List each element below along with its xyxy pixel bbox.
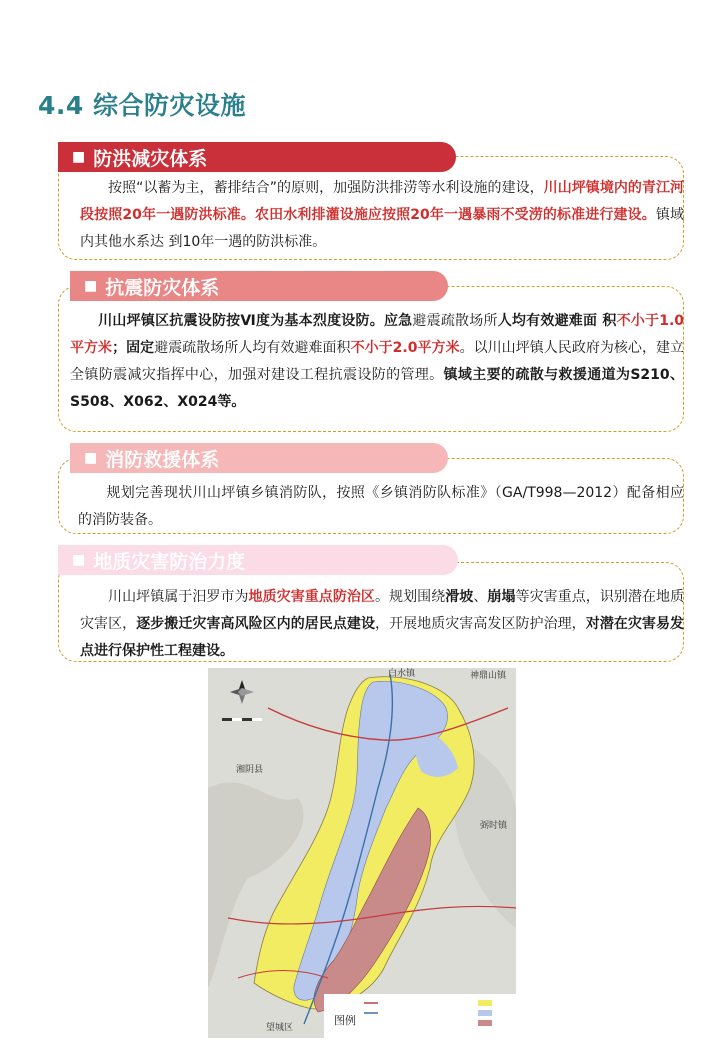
flood-control-paragraph xyxy=(80,175,684,256)
scale-bar xyxy=(222,718,262,721)
paragraph-segment: 避震疏散场所人均有效避难面积 xyxy=(154,340,351,356)
paragraph-segment: ；固定 xyxy=(112,340,155,356)
earthquake-heading: 抗震防灾体系 xyxy=(105,276,220,299)
map-label-northeast: 神鼎山镇 xyxy=(470,671,507,681)
fire-rescue-paragraph xyxy=(78,480,684,534)
disaster-prevention-map xyxy=(208,668,516,1038)
map-label-east: 弼时镇 xyxy=(480,821,508,831)
paragraph-segment: 避震疏散场所 xyxy=(412,313,498,329)
legend-swatch-red xyxy=(478,1020,492,1026)
geohazard-banner xyxy=(58,545,458,575)
paragraph-segment: 。以川山坪镇人民政府为核心，建立全镇防震减灾指挥中心，加强对建设工程抗震设防的管理。 xyxy=(70,340,685,383)
square-bullet-icon: ■ xyxy=(84,278,98,294)
paragraph-segment: 、 xyxy=(473,589,488,605)
legend-swatch-blue xyxy=(478,1010,492,1016)
earthquake-paragraph xyxy=(70,308,684,416)
paragraph-segment: 镇域内其他水系达 到10年一遇的防洪标准。 xyxy=(80,207,684,250)
paragraph-segment: 镇域主要的疏散与救援通道为S210、S508、X062、X024等。 xyxy=(70,367,684,410)
geohazard-heading: 地质灾害防治力度 xyxy=(93,550,246,573)
flood-control-banner xyxy=(58,142,456,172)
paragraph-segment: 川山坪镇区抗震设防按Ⅵ度为基本烈度设防。应急 xyxy=(98,313,413,329)
paragraph-segment: ，开展地质灾害高发区防护治理， xyxy=(375,616,586,632)
fire-rescue-heading: 消防救援体系 xyxy=(105,448,220,471)
square-bullet-icon: ■ xyxy=(84,450,98,466)
geohazard-paragraph xyxy=(80,584,684,665)
paragraph-segment: 滑坡 xyxy=(445,589,474,605)
page-title: 4.4 综合防灾设施 xyxy=(38,91,246,120)
map-label-south: 望城区 xyxy=(266,1023,294,1033)
flood-control-heading: 防洪减灾体系 xyxy=(93,147,208,170)
paragraph-segment: 不小于2.0平方米 xyxy=(350,340,460,356)
paragraph-segment: 对潜在灾害易发点进行保护性工程建设。 xyxy=(80,616,685,659)
paragraph-segment: 规划完善现状川山坪镇乡镇消防队，按照《乡镇消防队标准》（GA/T998—2012）配备相应的消防装备。 xyxy=(78,485,684,528)
paragraph-segment: 逐步搬迁灾害高风险区内的居民点建设 xyxy=(136,616,376,632)
legend-swatch-yellow xyxy=(478,1000,492,1006)
square-bullet-icon: ■ xyxy=(72,149,86,165)
paragraph-segment: 等灾害重点，识别潜在地质灾害区， xyxy=(80,589,685,632)
paragraph-segment: 人均有效避难面 积 xyxy=(497,313,617,329)
paragraph-segment: 川山坪镇境内的青江河段按照20年一遇防洪标准。农田水利排灌设施应按照20年一遇暴雨不受涝的标准进行建设。 xyxy=(80,180,684,223)
paragraph-segment: 不小于1.0平方米 xyxy=(70,313,685,356)
map-label-north: 白水镇 xyxy=(388,669,416,679)
fire-rescue-banner xyxy=(70,443,448,473)
square-bullet-icon: ■ xyxy=(72,552,86,568)
map-label-west: 湘阴县 xyxy=(236,765,264,775)
paragraph-segment: 崩塌 xyxy=(487,589,516,605)
paragraph-segment: 川山坪镇属于汨罗市为 xyxy=(108,589,249,605)
earthquake-banner xyxy=(70,271,448,301)
paragraph-segment: 。规划围绕 xyxy=(375,589,446,605)
paragraph-segment: 按照“以蓄为主，蓄排结合”的原则，加强防洪排涝等水利设施的建设， xyxy=(108,180,544,196)
legend-title: 图例 xyxy=(334,1014,356,1027)
paragraph-segment: 地质灾害重点防治区 xyxy=(248,589,375,605)
